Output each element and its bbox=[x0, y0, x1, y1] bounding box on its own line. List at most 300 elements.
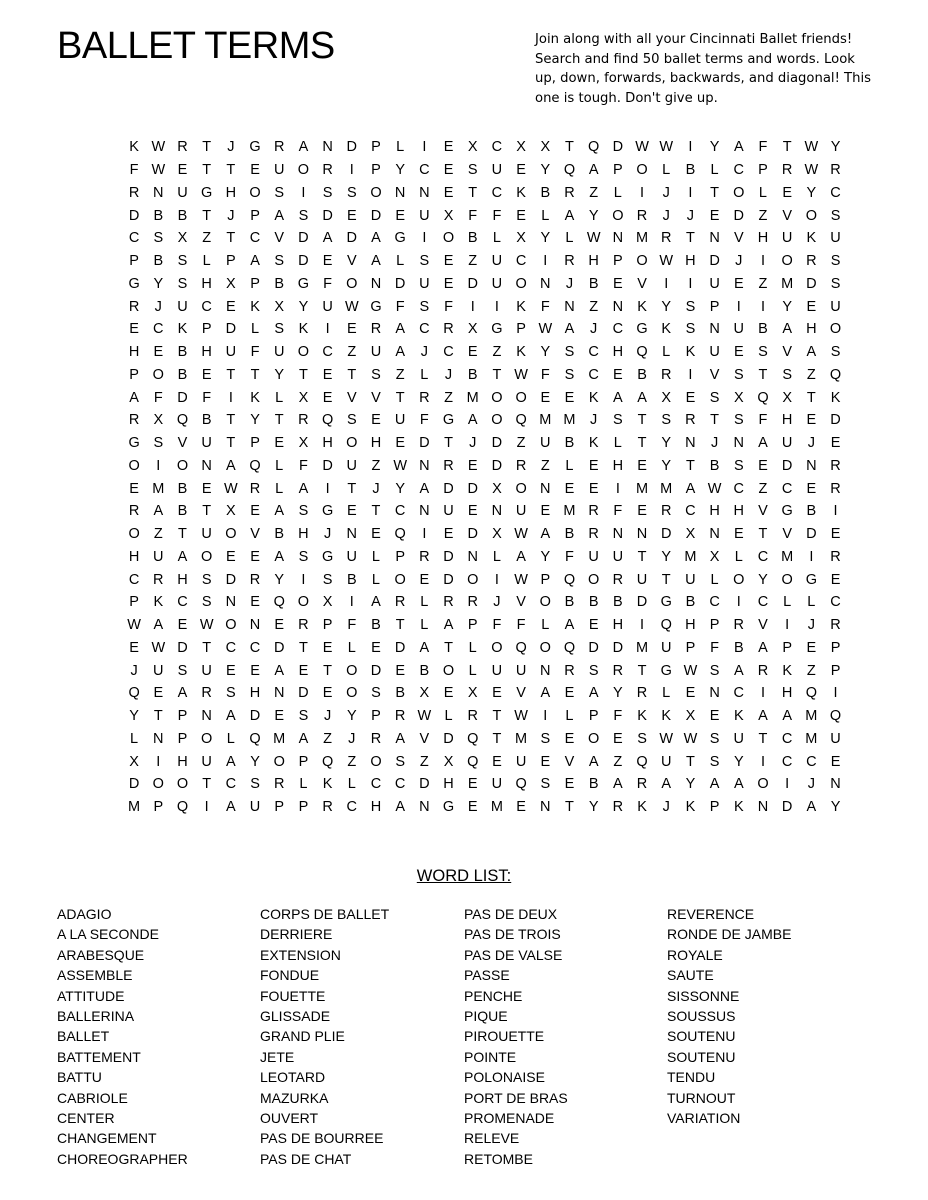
grid-letter: N bbox=[685, 435, 696, 452]
grid-letter: O bbox=[539, 639, 551, 656]
grid-letter: O bbox=[225, 526, 237, 543]
grid-letter: S bbox=[782, 366, 792, 383]
grid-letter: O bbox=[829, 321, 842, 338]
grid-letter: Z bbox=[540, 457, 550, 474]
grid-letter: E bbox=[637, 503, 647, 520]
grid-letter: G bbox=[660, 594, 672, 611]
word-list-item: BATTU bbox=[57, 1069, 102, 1086]
grid-letter: W bbox=[127, 617, 141, 634]
word-list-item: GLISSADE bbox=[260, 1007, 331, 1024]
word-list-heading: WORD LIST: bbox=[416, 867, 512, 885]
grid-row bbox=[122, 250, 848, 273]
grid-letter: U bbox=[491, 662, 503, 679]
grid-letter: U bbox=[201, 753, 212, 770]
grid-letter: Z bbox=[589, 184, 599, 201]
grid-letter: W bbox=[344, 298, 359, 315]
grid-letter: A bbox=[177, 548, 188, 565]
grid-letter: R bbox=[153, 571, 164, 588]
grid-letter: E bbox=[758, 457, 768, 474]
grid-letter: N bbox=[249, 617, 261, 634]
grid-letter: L bbox=[565, 230, 574, 247]
grid-letter: V bbox=[177, 435, 188, 452]
grid-letter: G bbox=[370, 298, 382, 315]
grid-letter: R bbox=[128, 298, 140, 315]
grid-letter: C bbox=[685, 503, 696, 520]
grid-letter: G bbox=[249, 139, 261, 156]
grid-letter: J bbox=[807, 617, 815, 634]
grid-letter: B bbox=[177, 480, 188, 497]
grid-letter: A bbox=[733, 662, 744, 679]
grid-letter: W bbox=[514, 526, 528, 543]
grid-letter: A bbox=[661, 776, 672, 793]
grid-letter: N bbox=[806, 457, 817, 474]
grid-letter: S bbox=[830, 253, 841, 270]
grid-letter: O bbox=[781, 571, 793, 588]
grid-letter: E bbox=[516, 799, 526, 816]
grid-letter: U bbox=[370, 344, 382, 361]
grid-letter: C bbox=[515, 253, 527, 270]
grid-letter: V bbox=[782, 344, 792, 361]
grid-letter: Z bbox=[589, 298, 599, 315]
word-list-item: ASSEMBLE bbox=[57, 967, 133, 984]
grid-letter: E bbox=[322, 366, 333, 383]
grid-letter: R bbox=[298, 412, 309, 429]
grid-letter: R bbox=[467, 594, 478, 611]
grid-letter: R bbox=[201, 685, 212, 702]
grid-letter: I bbox=[494, 571, 499, 588]
grid-letter: H bbox=[128, 548, 140, 565]
grid-letter: U bbox=[346, 457, 358, 474]
grid-letter: C bbox=[733, 480, 745, 497]
grid-letter: T bbox=[226, 162, 236, 179]
grid-letter: R bbox=[443, 457, 454, 474]
grid-letter: S bbox=[733, 366, 744, 383]
grid-letter: I bbox=[204, 799, 209, 816]
grid-letter: Q bbox=[563, 639, 576, 656]
grid-letter: T bbox=[710, 412, 720, 429]
grid-letter: Q bbox=[467, 730, 479, 747]
grid-letter: T bbox=[202, 776, 212, 793]
grid-letter: S bbox=[540, 730, 551, 747]
grid-letter: Z bbox=[347, 753, 357, 770]
word-list-column bbox=[464, 904, 568, 1169]
grid-letter: A bbox=[395, 344, 405, 361]
grid-letter: C bbox=[249, 230, 261, 247]
grid-letter: F bbox=[153, 389, 163, 406]
grid-row bbox=[122, 318, 848, 341]
grid-letter: Y bbox=[685, 776, 696, 793]
grid-letter: L bbox=[468, 639, 477, 656]
grid-row bbox=[122, 409, 848, 432]
grid-letter: E bbox=[443, 253, 454, 270]
grid-letter: E bbox=[733, 344, 744, 361]
grid-letter: A bbox=[395, 730, 405, 747]
grid-letter: C bbox=[346, 799, 358, 816]
grid-letter: U bbox=[660, 639, 672, 656]
grid-letter: F bbox=[468, 207, 478, 224]
grid-letter: Q bbox=[636, 344, 648, 361]
grid-letter: N bbox=[540, 275, 551, 292]
grid-letter: E bbox=[371, 412, 381, 429]
grid-letter: H bbox=[177, 571, 188, 588]
grid-letter: V bbox=[516, 685, 526, 702]
grid-letter: R bbox=[660, 503, 672, 520]
grid-letter: K bbox=[250, 298, 260, 315]
grid-letter: A bbox=[226, 799, 236, 816]
word-list-item: PIQUE bbox=[464, 1007, 508, 1024]
grid-letter: E bbox=[830, 526, 841, 543]
grid-letter: I bbox=[325, 480, 330, 497]
grid-letter: E bbox=[588, 457, 599, 474]
grid-letter: O bbox=[491, 639, 503, 656]
word-list-item: ADAGIO bbox=[57, 906, 112, 922]
grid-letter: T bbox=[178, 526, 187, 543]
grid-letter: R bbox=[564, 184, 575, 201]
grid-letter: B bbox=[733, 639, 744, 656]
grid-letter: W bbox=[417, 708, 432, 725]
grid-letter: I bbox=[640, 184, 645, 201]
grid-letter: P bbox=[322, 617, 333, 634]
grid-letter: O bbox=[733, 571, 745, 588]
grid-letter: A bbox=[467, 412, 478, 429]
grid-letter: I bbox=[736, 298, 741, 315]
grid-letter: D bbox=[830, 412, 841, 429]
grid-letter: M bbox=[539, 412, 552, 429]
word-list-item: CHANGEMENT bbox=[57, 1130, 157, 1147]
grid-letter: D bbox=[781, 457, 793, 474]
grid-letter: C bbox=[588, 366, 599, 383]
grid-letter: E bbox=[806, 298, 817, 315]
grid-letter: N bbox=[394, 184, 406, 201]
grid-letter: A bbox=[250, 253, 260, 270]
word-list-item: PAS DE TROIS bbox=[464, 926, 561, 943]
grid-letter: O bbox=[491, 389, 503, 406]
grid-letter: L bbox=[710, 162, 719, 179]
grid-letter: A bbox=[782, 321, 792, 338]
grid-letter: C bbox=[128, 230, 140, 247]
grid-row bbox=[122, 773, 848, 796]
grid-letter: X bbox=[443, 207, 454, 224]
grid-letter: I bbox=[785, 617, 790, 634]
grid-letter: L bbox=[420, 366, 429, 383]
grid-letter: J bbox=[493, 594, 501, 611]
grid-letter: G bbox=[805, 571, 817, 588]
grid-letter: D bbox=[660, 526, 672, 543]
grid-letter: U bbox=[588, 548, 599, 565]
grid-letter: E bbox=[564, 389, 575, 406]
grid-letter: B bbox=[153, 253, 164, 270]
grid-letter: E bbox=[153, 344, 164, 361]
grid-letter: O bbox=[588, 571, 600, 588]
grid-letter: H bbox=[685, 617, 696, 634]
grid-letter: Z bbox=[347, 344, 357, 361]
grid-letter: D bbox=[370, 662, 382, 679]
grid-letter: E bbox=[806, 639, 817, 656]
grid-letter: B bbox=[564, 526, 575, 543]
grid-letter: R bbox=[128, 503, 140, 520]
grid-letter: Q bbox=[563, 162, 576, 179]
grid-letter: Q bbox=[757, 389, 769, 406]
grid-letter: S bbox=[322, 184, 333, 201]
grid-letter: W bbox=[393, 457, 407, 474]
grid-letter: T bbox=[637, 662, 647, 679]
grid-letter: Y bbox=[395, 480, 405, 497]
intro-line: Search and find 50 ballet terms and words. Look bbox=[535, 51, 855, 67]
grid-letter: R bbox=[636, 776, 648, 793]
grid-letter: Q bbox=[829, 366, 842, 383]
grid-row bbox=[122, 614, 848, 637]
grid-letter: C bbox=[491, 139, 503, 156]
grid-letter: S bbox=[322, 571, 333, 588]
grid-letter: A bbox=[395, 799, 405, 816]
grid-letter: E bbox=[371, 526, 381, 543]
word-list-item: ROYALE bbox=[667, 946, 723, 963]
grid-letter: H bbox=[201, 275, 212, 292]
grid-letter: H bbox=[370, 435, 382, 452]
grid-letter: E bbox=[685, 389, 696, 406]
grid-letter: F bbox=[613, 503, 623, 520]
word-list-item: FONDUE bbox=[260, 967, 320, 984]
grid-letter: J bbox=[130, 662, 138, 679]
grid-letter: D bbox=[298, 685, 309, 702]
grid-letter: L bbox=[492, 230, 501, 247]
grid-letter: G bbox=[128, 435, 140, 452]
grid-letter: B bbox=[637, 366, 647, 383]
grid-letter: B bbox=[685, 162, 696, 179]
grid-letter: E bbox=[443, 162, 454, 179]
grid-letter: P bbox=[782, 639, 792, 656]
grid-letter: N bbox=[153, 730, 164, 747]
word-list-item: SAUTE bbox=[667, 967, 714, 984]
grid-letter: R bbox=[830, 480, 841, 497]
grid-letter: L bbox=[347, 639, 356, 656]
word-list-item: RONDE DE JAMBE bbox=[667, 926, 792, 943]
grid-letter: T bbox=[347, 480, 357, 497]
grid-letter: U bbox=[781, 230, 793, 247]
grid-letter: E bbox=[129, 639, 139, 656]
grid-letter: R bbox=[588, 526, 599, 543]
grid-letter: J bbox=[710, 435, 719, 452]
grid-row bbox=[122, 523, 848, 546]
grid-letter: S bbox=[371, 685, 381, 702]
grid-letter: O bbox=[249, 184, 261, 201]
grid-letter: N bbox=[612, 526, 624, 543]
grid-letter: T bbox=[202, 503, 212, 520]
grid-letter: O bbox=[612, 207, 624, 224]
grid-letter: B bbox=[588, 594, 599, 611]
grid-letter: P bbox=[467, 617, 478, 634]
grid-letter: P bbox=[298, 799, 309, 816]
grid-letter: U bbox=[153, 548, 164, 565]
grid-letter: K bbox=[637, 298, 647, 315]
grid-letter: G bbox=[128, 275, 140, 292]
grid-letter: F bbox=[444, 298, 453, 315]
grid-letter: K bbox=[588, 435, 599, 452]
grid-letter: A bbox=[371, 253, 381, 270]
grid-letter: Y bbox=[540, 230, 551, 247]
grid-letter: N bbox=[540, 799, 551, 816]
grid-row bbox=[122, 546, 848, 569]
word-list-item: PAS DE DEUX bbox=[464, 906, 558, 922]
grid-letter: O bbox=[128, 457, 140, 474]
grid-letter: C bbox=[201, 298, 212, 315]
grid-letter: A bbox=[322, 230, 333, 247]
grid-letter: A bbox=[395, 321, 405, 338]
word-list-item: ARABESQUE bbox=[57, 946, 145, 963]
grid-letter: X bbox=[419, 685, 430, 702]
grid-letter: C bbox=[757, 594, 769, 611]
grid-letter: L bbox=[202, 253, 211, 270]
grid-letter: A bbox=[226, 708, 236, 725]
grid-letter: E bbox=[250, 503, 260, 520]
grid-letter: R bbox=[419, 389, 430, 406]
grid-row bbox=[122, 136, 848, 159]
grid-letter: O bbox=[225, 617, 237, 634]
grid-letter: D bbox=[806, 275, 817, 292]
grid-letter: D bbox=[322, 207, 333, 224]
grid-letter: L bbox=[420, 617, 429, 634]
grid-letter: X bbox=[226, 503, 236, 520]
grid-letter: R bbox=[443, 594, 454, 611]
grid-letter: M bbox=[563, 412, 576, 429]
grid-letter: J bbox=[469, 435, 477, 452]
grid-letter: C bbox=[588, 344, 599, 361]
grid-letter: X bbox=[540, 139, 551, 156]
grid-letter: N bbox=[709, 685, 720, 702]
grid-letter: K bbox=[661, 708, 672, 725]
grid-letter: L bbox=[299, 776, 308, 793]
grid-letter: D bbox=[467, 275, 478, 292]
grid-letter: L bbox=[396, 253, 405, 270]
grid-letter: S bbox=[685, 298, 696, 315]
grid-letter: L bbox=[226, 730, 235, 747]
grid-letter: A bbox=[564, 321, 575, 338]
grid-letter: E bbox=[419, 571, 430, 588]
grid-letter: Q bbox=[660, 617, 672, 634]
grid-letter: S bbox=[395, 753, 405, 770]
word-list-item: PASSE bbox=[464, 967, 510, 984]
grid-letter: S bbox=[274, 321, 285, 338]
word-list-item: MAZURKA bbox=[260, 1089, 329, 1106]
grid-letter: W bbox=[514, 571, 528, 588]
grid-letter: F bbox=[347, 617, 357, 634]
grid-letter: U bbox=[177, 298, 188, 315]
grid-letter: S bbox=[540, 776, 551, 793]
grid-row bbox=[122, 659, 848, 682]
grid-letter: Z bbox=[758, 480, 768, 497]
grid-letter: N bbox=[419, 799, 430, 816]
grid-letter: L bbox=[250, 321, 260, 338]
grid-letter: T bbox=[347, 366, 357, 383]
grid-letter: O bbox=[297, 162, 310, 179]
grid-letter: R bbox=[612, 799, 624, 816]
grid-letter: O bbox=[515, 275, 527, 292]
grid-letter: U bbox=[830, 730, 841, 747]
grid-letter: A bbox=[371, 594, 381, 611]
grid-letter: F bbox=[419, 412, 429, 429]
grid-row bbox=[122, 386, 848, 409]
grid-letter: W bbox=[659, 730, 674, 747]
grid-letter: I bbox=[494, 298, 499, 315]
grid-letter: U bbox=[515, 503, 527, 520]
grid-letter: E bbox=[443, 275, 454, 292]
grid-letter: K bbox=[177, 321, 188, 338]
grid-letter: P bbox=[709, 799, 720, 816]
grid-row bbox=[122, 796, 848, 819]
grid-letter: E bbox=[467, 344, 478, 361]
grid-row bbox=[122, 227, 848, 250]
grid-letter: L bbox=[565, 708, 574, 725]
grid-letter: D bbox=[322, 457, 333, 474]
grid-letter: C bbox=[733, 162, 745, 179]
grid-letter: Z bbox=[202, 230, 212, 247]
grid-letter: S bbox=[709, 753, 720, 770]
grid-letter: B bbox=[758, 321, 768, 338]
grid-letter: X bbox=[298, 389, 309, 406]
grid-letter: W bbox=[707, 480, 722, 497]
grid-row bbox=[122, 364, 848, 387]
grid-letter: Z bbox=[758, 275, 768, 292]
grid-letter: U bbox=[612, 548, 624, 565]
grid-letter: D bbox=[346, 139, 358, 156]
grid-letter: L bbox=[275, 480, 284, 497]
grid-letter: E bbox=[564, 685, 575, 702]
grid-letter: D bbox=[612, 139, 624, 156]
grid-letter: X bbox=[443, 753, 454, 770]
grid-letter: X bbox=[177, 230, 188, 247]
grid-letter: U bbox=[636, 571, 648, 588]
grid-letter: A bbox=[540, 685, 551, 702]
grid-letter: N bbox=[636, 526, 648, 543]
grid-letter: F bbox=[540, 366, 550, 383]
grid-letter: E bbox=[443, 685, 454, 702]
grid-letter: V bbox=[419, 730, 430, 747]
grid-letter: J bbox=[686, 207, 695, 224]
word-list-item: REVERENCE bbox=[667, 906, 755, 922]
grid-letter: Q bbox=[467, 753, 479, 770]
grid-letter: Y bbox=[782, 298, 792, 315]
grid-letter: J bbox=[662, 207, 670, 224]
grid-letter: E bbox=[322, 685, 333, 702]
grid-letter: S bbox=[467, 162, 478, 179]
grid-letter: L bbox=[662, 162, 671, 179]
grid-letter: N bbox=[709, 230, 720, 247]
grid-letter: U bbox=[781, 435, 793, 452]
grid-letter: N bbox=[370, 275, 382, 292]
grid-letter: X bbox=[709, 548, 720, 565]
grid-letter: V bbox=[758, 617, 768, 634]
grid-letter: I bbox=[760, 253, 765, 270]
grid-letter: W bbox=[151, 639, 166, 656]
grid-letter: E bbox=[250, 162, 260, 179]
word-list-item: ATTITUDE bbox=[57, 987, 125, 1004]
word-list-item: OUVERT bbox=[260, 1109, 319, 1126]
grid-letter: D bbox=[467, 480, 478, 497]
grid-letter: O bbox=[152, 366, 164, 383]
grid-letter: C bbox=[733, 685, 745, 702]
grid-letter: Q bbox=[829, 708, 842, 725]
grid-letter: T bbox=[371, 503, 381, 520]
grid-letter: N bbox=[467, 548, 478, 565]
grid-letter: R bbox=[612, 571, 624, 588]
grid-letter: Y bbox=[661, 435, 672, 452]
grid-row bbox=[122, 341, 848, 364]
grid-letter: A bbox=[564, 617, 575, 634]
grid-letter: T bbox=[298, 639, 308, 656]
grid-letter: O bbox=[152, 776, 164, 793]
grid-letter: Q bbox=[515, 639, 527, 656]
word-list-item: PIROUETTE bbox=[464, 1028, 545, 1045]
